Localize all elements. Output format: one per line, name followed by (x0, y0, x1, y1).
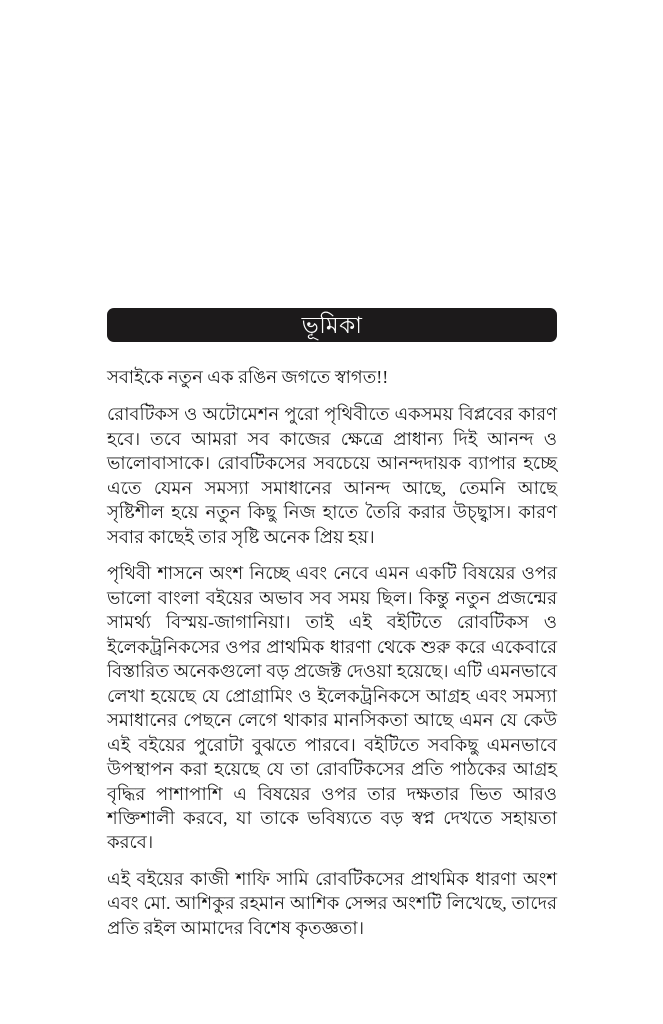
section-title: ভূমিকা (301, 312, 363, 338)
paragraph-2: পৃথিবী শাসনে অংশ নিচ্ছে এবং নেবে এমন একটি বিষয়ের ওপর ভালো বাংলা বইয়ের অভাব সব সময় ছিল। কিন্তু নতুন প্রজন্মের সামর্থ্য বিস্ময়-জাগানিয়া। তাই এই বইটিতে রোবটিকস ও ইলেকট্রনিকসের ওপর প্রাথমিক ধারণা থেকে শুরু করে একেবারে বিস্তারিত অনেকগুলো বড় প্রজেক্ট দেওয়া হয়েছে। এটি এমনভাবে লেখা হয়েছে যে প্রোগ্রামিং ও ইলেকট্রনিকসে আগ্রহ এবং সমস্যা সমাধানের পেছনে লেগে থাকার মানসিকতা আছে এমন যে কেউ এই বইয়ের পুরোটা বুঝতে পারবে। বইটিতে সবকিছু এমনভাবে উপস্থাপন করা হয়েছে যে তা রোবটিকসের প্রতি পাঠকের আগ্রহ বৃদ্ধির পাশাপাশি এ বিষয়ের ওপর তার দক্ষতার ভিত আরও শক্তিশালী করবে, যা তাকে ভবিষ্যতে বড় স্বপ্ন দেখতে সহায়তা করবে। (107, 563, 557, 853)
paragraph-1: রোবটিকস ও অটোমেশন পুরো পৃথিবীতে একসময় বিপ্লবের কারণ হবে। তবে আমরা সব কাজের ক্ষেত্রে প্রাধান্য দিই আনন্দ ও ভালোবাসাকে। রোবটিকসের সবচেয়ে আনন্দদায়ক ব্যাপার হচ্ছে এতে যেমন সমস্যা সমাধানের আনন্দ আছে, তেমনি আছে সৃষ্টিশীল হয়ে নতুন কিছু নিজ হাতে তৈরি করার উচ্ছ্বাস। কারণ সবার কাছেই তার সৃষ্টি অনেক প্রিয় হয়। (107, 404, 557, 547)
section-title-banner (107, 308, 557, 342)
page-content (107, 308, 557, 952)
welcome-line: সবাইকে নতুন এক রঙিন জগতে স্বাগত!! (107, 367, 389, 387)
paragraph-3: এই বইয়ের কাজী শাফি সামি রোবটিকসের প্রাথমিক ধারণা অংশ এবং মো. আশিকুর রহমান আশিক সেন্সর অংশটি লিখেছে, তাদের প্রতি রইল আমাদের বিশেষ কৃতজ্ঞতা। (107, 868, 557, 938)
